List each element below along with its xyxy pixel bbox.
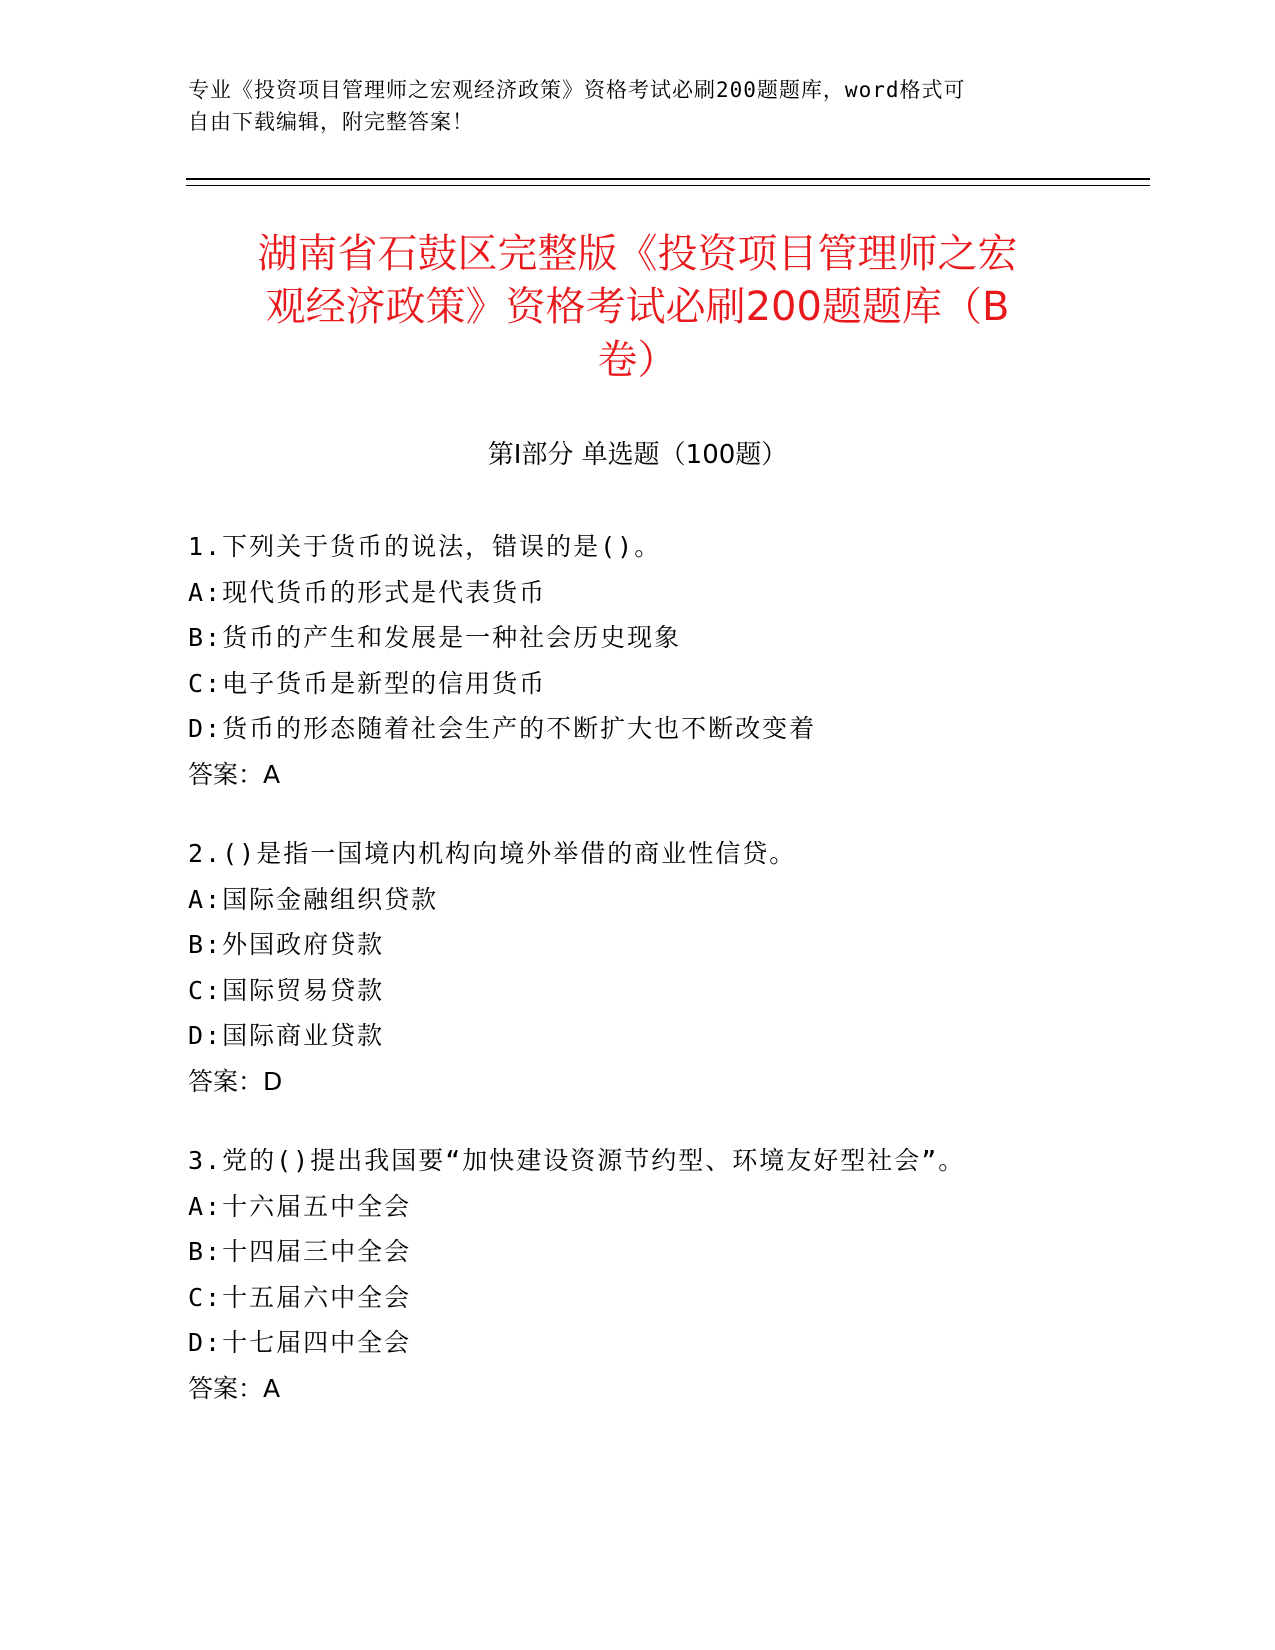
- title-line-3: 卷）: [597, 337, 678, 383]
- intro-line-2: 自由下载编辑，附完整答案！: [188, 110, 474, 134]
- intro-line-1: 专业《投资项目管理师之宏观经济政策》资格考试必刷200题题库，word格式可: [188, 78, 966, 102]
- document-title: [150, 228, 1125, 387]
- question-list: [188, 524, 1148, 1445]
- header-rule-thin: [186, 185, 1150, 186]
- option-b: B:外国政府贷款: [188, 930, 385, 959]
- option-b: B:货币的产生和发展是一种社会历史现象: [188, 623, 682, 652]
- option-d: D:十七届四中全会: [188, 1328, 412, 1357]
- question-2: [188, 831, 1148, 1104]
- option-a: A:十六届五中全会: [188, 1191, 412, 1221]
- question-stem: 1.下列关于货币的说法，错误的是()。: [188, 532, 662, 561]
- title-line-2: 观经济政策》资格考试必刷200题题库（B: [265, 284, 1010, 330]
- answer: 答案：D: [188, 1066, 283, 1096]
- document-intro: [188, 74, 1068, 138]
- option-b: B:十四届三中全会: [188, 1237, 412, 1266]
- header-rule-thick: [186, 178, 1150, 180]
- section-title: 第Ⅰ部分 单选题（100题）: [487, 440, 788, 470]
- question-stem: 3.党的()提出我国要“加快建设资源节约型、环境友好型社会”。: [188, 1146, 966, 1175]
- option-a: A:现代货币的形式是代表货币: [188, 577, 547, 607]
- option-a: A:国际金融组织贷款: [188, 884, 439, 914]
- title-line-1: 湖南省石鼓区完整版《投资项目管理师之宏: [257, 231, 1018, 277]
- option-c: C:国际贸易贷款: [188, 975, 385, 1005]
- option-d: D:货币的形态随着社会生产的不断扩大也不断改变着: [188, 714, 817, 743]
- question-stem: 2.()是指一国境内机构向境外举借的商业性信贷。: [188, 839, 797, 868]
- option-c: C:电子货币是新型的信用货币: [188, 668, 547, 698]
- question-1: [188, 524, 1148, 797]
- option-d: D:国际商业贷款: [188, 1021, 385, 1050]
- option-c: C:十五届六中全会: [188, 1282, 412, 1312]
- answer: 答案：A: [188, 1373, 281, 1403]
- question-3: [188, 1138, 1148, 1411]
- answer: 答案：A: [188, 759, 281, 789]
